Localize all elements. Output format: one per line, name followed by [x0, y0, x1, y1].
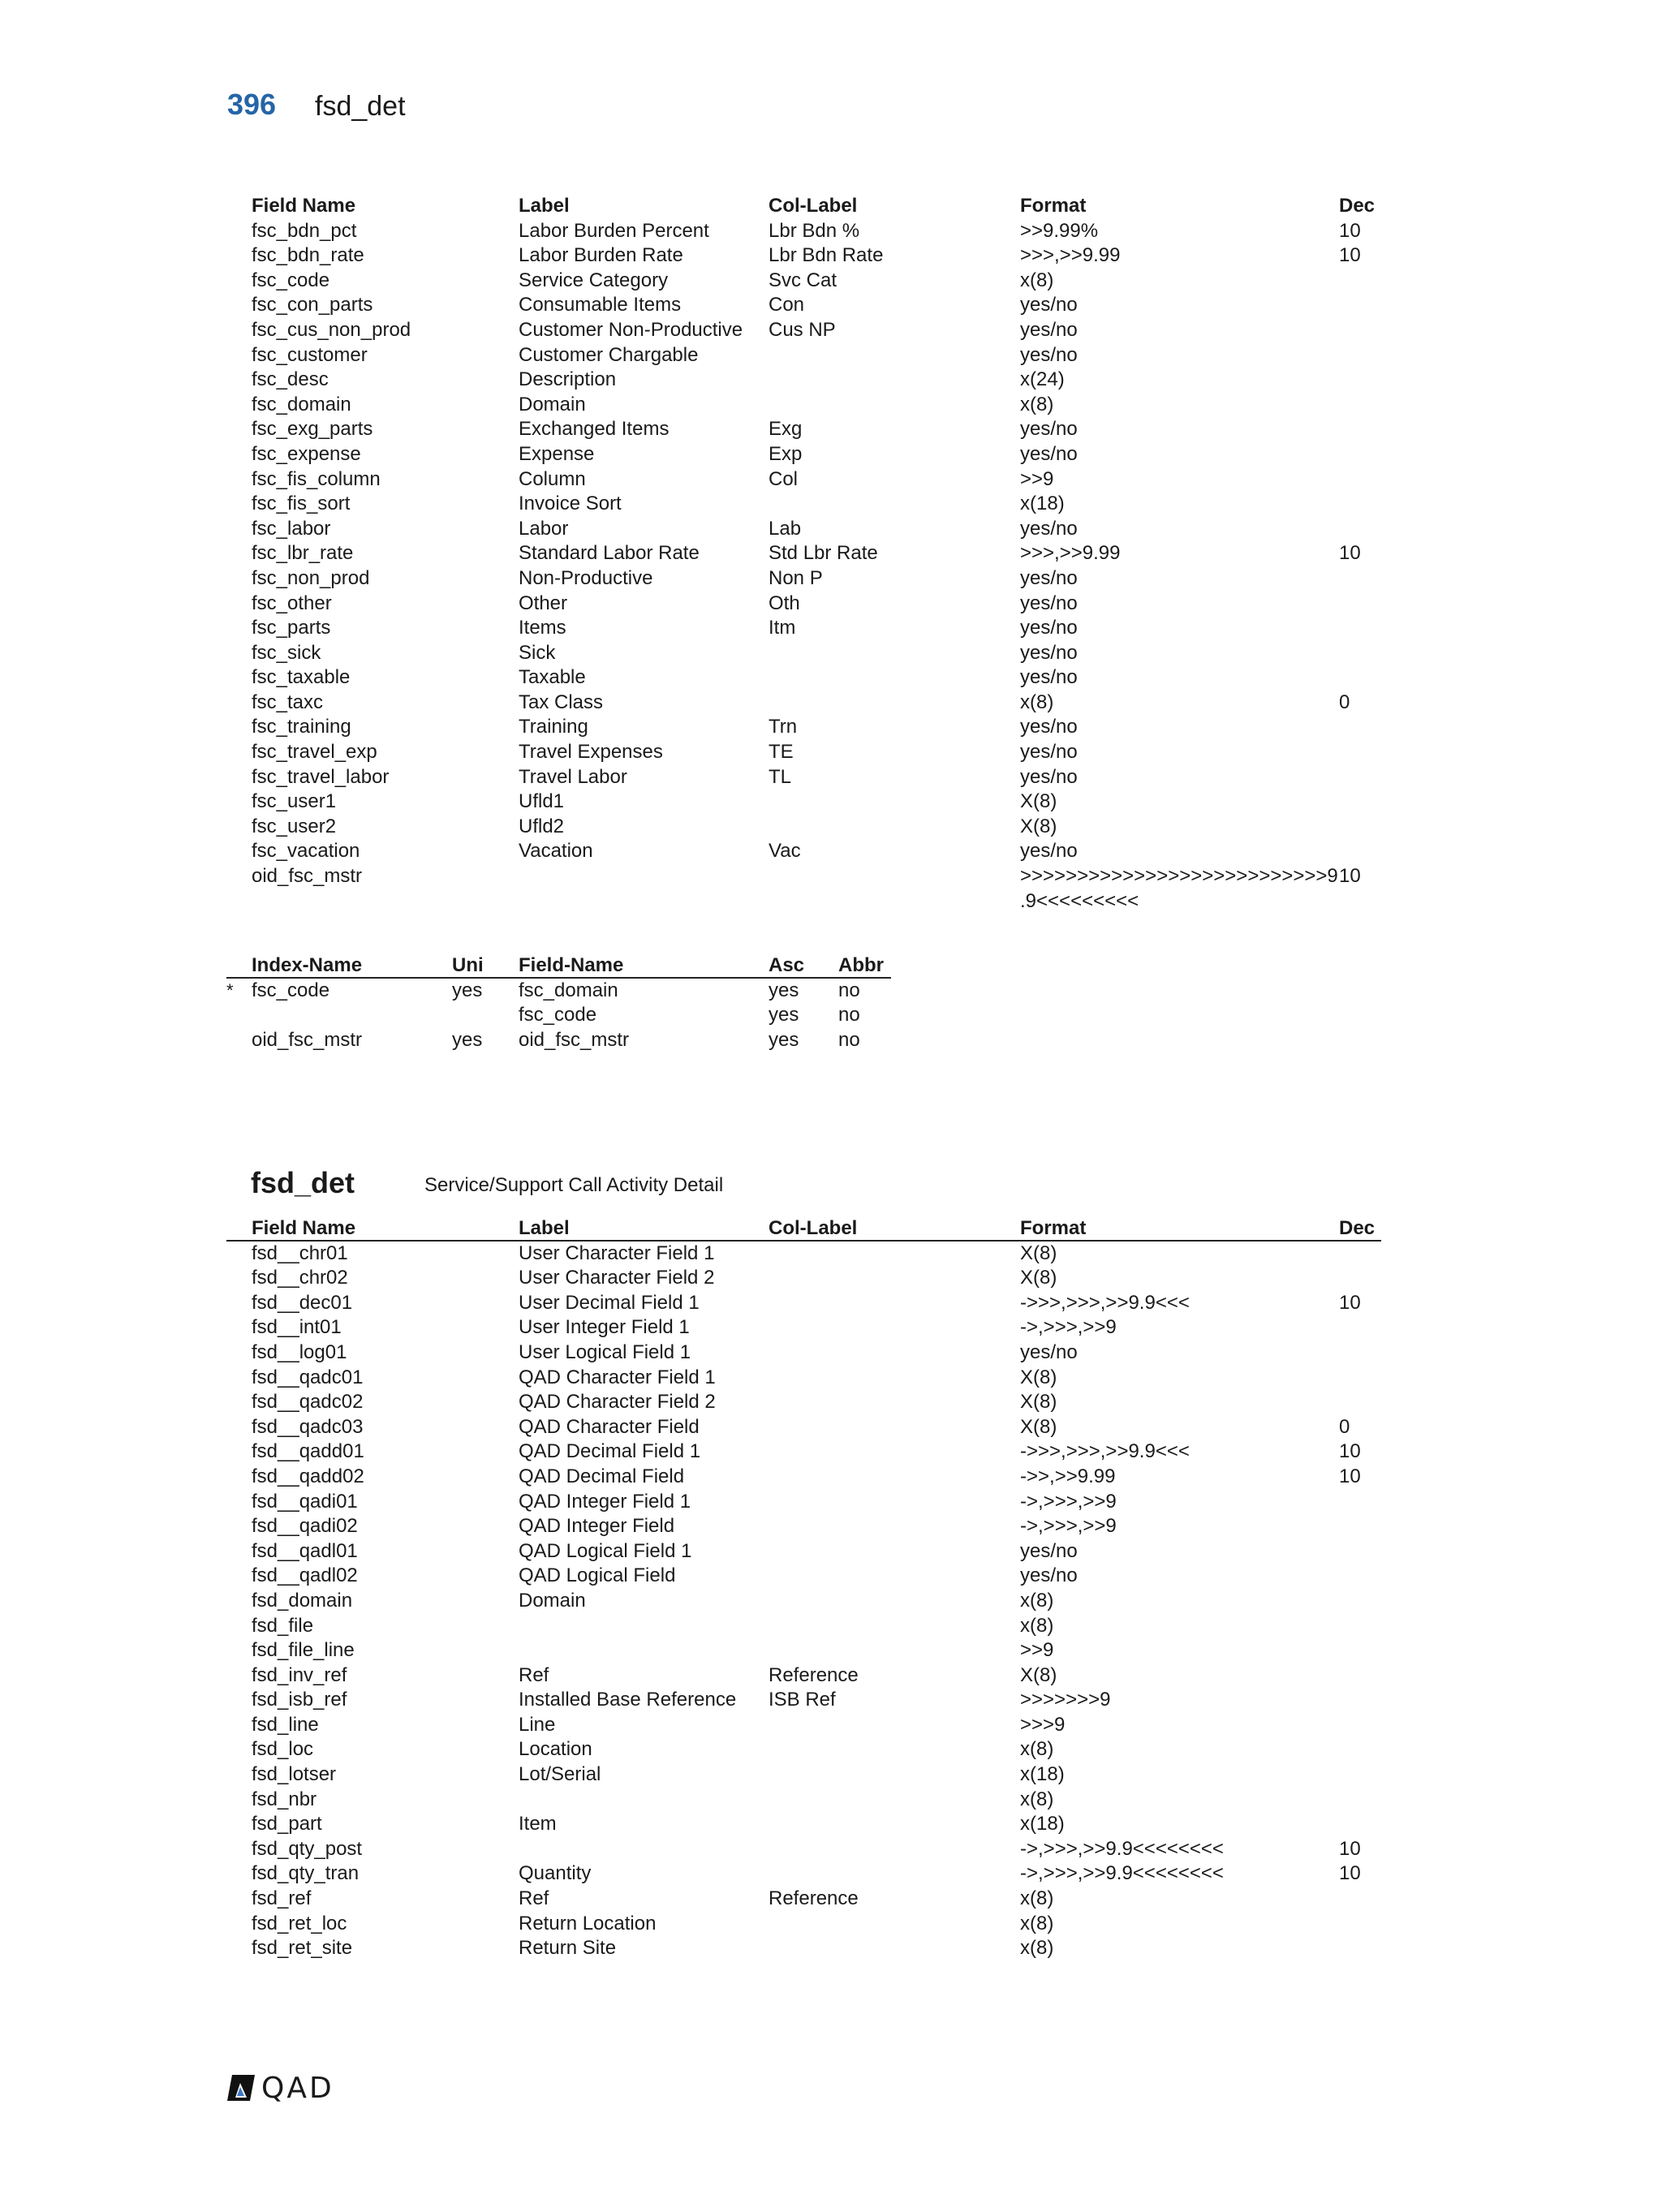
format-cell: >>>,>>9.99 [1020, 244, 1121, 267]
label-cell: Tax Class [519, 691, 604, 713]
table-row [0, 1936, 1662, 1961]
field-name-cell: fsd__qadl02 [252, 1564, 358, 1587]
section-description: Service/Support Call Activity Detail [424, 1174, 724, 1196]
format-cell: x(18) [1020, 493, 1065, 515]
format-cell: x(8) [1020, 1788, 1054, 1810]
label-cell: User Character Field 1 [519, 1242, 715, 1264]
format-cell: yes/no [1020, 765, 1078, 788]
qad-logo-text: QAD [261, 2071, 334, 2105]
label-cell: QAD Integer Field [519, 1515, 675, 1538]
dec-cell: 10 [1339, 1837, 1361, 1860]
column-header-label: Label [519, 195, 570, 217]
field-name-cell: fsd_inv_ref [252, 1663, 347, 1686]
qad-logo-icon [226, 2073, 256, 2102]
primary-index-marker: * [226, 979, 234, 1001]
col-label-cell: Lab [769, 517, 802, 540]
label-cell: Travel Labor [519, 765, 627, 788]
asc-cell: yes [769, 1028, 799, 1051]
format-cell: x(8) [1020, 1589, 1054, 1612]
table-row [0, 1638, 1662, 1663]
table-row [0, 864, 1662, 889]
label-cell: Installed Base Reference [519, 1689, 737, 1711]
format-cell: x(8) [1020, 1614, 1054, 1637]
field-name-cell: fsd_file_line [252, 1639, 355, 1662]
field-name-cell: fsd_part [252, 1813, 322, 1835]
column-header-field-name: Field Name [252, 1217, 356, 1239]
label-cell: User Integer Field 1 [519, 1316, 690, 1339]
index-name-cell: fsc_code [252, 979, 330, 1001]
index-row [0, 1028, 1662, 1053]
format-cell: ->,>>>,>>9 [1020, 1316, 1117, 1339]
format-cell: x(24) [1020, 368, 1065, 391]
index-header-row [0, 953, 1662, 979]
col-label-cell: Cus NP [769, 318, 836, 341]
col-label-cell: Oth [769, 592, 800, 614]
table-row [0, 1242, 1662, 1267]
col-label-cell: Trn [769, 716, 798, 738]
col-label-cell: Con [769, 294, 805, 316]
field-name-cell: fsd__qadi01 [252, 1490, 358, 1513]
format-cell: yes/no [1020, 442, 1078, 465]
field-name-cell: fsc_training [252, 716, 351, 738]
label-cell: Non-Productive [519, 566, 653, 589]
label-cell: QAD Character Field 2 [519, 1391, 716, 1414]
index-row [0, 1003, 1662, 1028]
column-header-format: Format [1020, 1217, 1087, 1239]
format-cell: ->>>,>>>,>>9.9<<< [1020, 1440, 1190, 1463]
field-name-cell: fsd__qadc01 [252, 1366, 364, 1388]
table-row [0, 318, 1662, 343]
label-cell: Exchanged Items [519, 418, 670, 441]
table-row [0, 1713, 1662, 1738]
uni-cell: yes [452, 979, 483, 1001]
table-row [0, 1688, 1662, 1713]
label-cell: Labor Burden Rate [519, 244, 683, 267]
table-header-row [0, 194, 1662, 219]
table-row [0, 269, 1662, 294]
col-label-cell: Std Lbr Rate [769, 542, 878, 565]
table-row [0, 1788, 1662, 1813]
table-row [0, 442, 1662, 467]
field-name-cell: fsd__dec01 [252, 1291, 353, 1314]
table-row [0, 1762, 1662, 1788]
format-cell: yes/no [1020, 343, 1078, 366]
format-cell: >>9.99% [1020, 219, 1099, 242]
table-row [0, 839, 1662, 864]
field-name-cell: fsc_desc [252, 368, 329, 391]
format-cell: ->>>,>>>,>>9.9<<< [1020, 1291, 1190, 1314]
label-cell: User Decimal Field 1 [519, 1291, 700, 1314]
field-name-cell: oid_fsc_mstr [519, 1028, 630, 1051]
format-cell: yes/no [1020, 566, 1078, 589]
column-header-asc: Asc [769, 954, 805, 976]
label-cell: User Logical Field 1 [519, 1341, 691, 1363]
qad-logo [226, 2071, 334, 2105]
table-row [0, 641, 1662, 666]
field-name-cell: fsd__qadd02 [252, 1465, 364, 1487]
format-cell: yes/no [1020, 592, 1078, 614]
table-row [0, 517, 1662, 542]
field-name-cell: fsc_con_parts [252, 294, 373, 316]
table-row [0, 616, 1662, 641]
format-cell: yes/no [1020, 666, 1078, 689]
column-header-col-label: Col-Label [769, 195, 858, 217]
format-cell: yes/no [1020, 641, 1078, 664]
table-row [0, 1415, 1662, 1440]
column-header-dec: Dec [1339, 195, 1376, 217]
table-row [0, 1291, 1662, 1316]
label-cell: Return Location [519, 1912, 657, 1934]
format-cell: X(8) [1020, 1242, 1057, 1264]
col-label-cell: Reference [769, 1887, 859, 1910]
format-cell: x(8) [1020, 1937, 1054, 1960]
label-cell: Return Site [519, 1937, 617, 1960]
asc-cell: yes [769, 1004, 799, 1026]
asc-cell: yes [769, 979, 799, 1001]
label-cell: Vacation [519, 840, 593, 863]
format-cell: ->,>>>,>>9 [1020, 1490, 1117, 1513]
field-name-cell: fsc_taxable [252, 666, 351, 689]
format-cell: x(8) [1020, 691, 1054, 713]
format-cell: yes/no [1020, 517, 1078, 540]
field-name-cell: fsd_ret_loc [252, 1912, 347, 1934]
field-name-cell: fsc_non_prod [252, 566, 370, 589]
field-name-cell: fsc_vacation [252, 840, 360, 863]
col-label-cell: Non P [769, 566, 823, 589]
dec-cell: 0 [1339, 691, 1350, 713]
label-cell: Taxable [519, 666, 586, 689]
table-row [0, 1614, 1662, 1639]
field-name-cell: fsc_sick [252, 641, 321, 664]
format-cell: >>>,>>9.99 [1020, 542, 1121, 565]
format-cell: ->,>>>,>>9 [1020, 1515, 1117, 1538]
label-cell: Quantity [519, 1862, 592, 1885]
table-header-row [0, 1216, 1662, 1242]
label-cell: Ref [519, 1887, 549, 1910]
field-name-cell: fsc_domain [252, 393, 351, 415]
field-name-cell: fsd__log01 [252, 1341, 347, 1363]
table-row [0, 715, 1662, 740]
table-row [0, 1440, 1662, 1465]
abbr-cell: no [838, 1004, 860, 1026]
table-row [0, 467, 1662, 493]
field-name-cell: fsc_code [252, 269, 330, 291]
label-cell: QAD Integer Field 1 [519, 1490, 691, 1513]
dec-cell: 10 [1339, 1440, 1361, 1463]
col-label-cell: TE [769, 741, 794, 764]
format-cell: x(18) [1020, 1763, 1065, 1786]
col-label-cell: Exp [769, 442, 803, 465]
label-cell: Invoice Sort [519, 493, 622, 515]
format-cell: yes/no [1020, 716, 1078, 738]
table-row [0, 393, 1662, 418]
label-cell: QAD Decimal Field [519, 1465, 685, 1487]
field-name-cell: fsc_domain [519, 979, 618, 1001]
label-cell: Sick [519, 641, 556, 664]
field-name-cell: fsd_qty_post [252, 1837, 363, 1860]
table-row [0, 1315, 1662, 1341]
format-cell: x(8) [1020, 1912, 1054, 1934]
format-cell: yes/no [1020, 1564, 1078, 1587]
table-row [0, 691, 1662, 716]
format-cell: x(8) [1020, 393, 1054, 415]
table-row [0, 1912, 1662, 1937]
section-title: fsd_det [251, 1166, 355, 1199]
table-row [0, 1737, 1662, 1762]
label-cell: Consumable Items [519, 294, 682, 316]
abbr-cell: no [838, 1028, 860, 1051]
table-row [0, 566, 1662, 592]
field-name-cell: oid_fsc_mstr [252, 865, 363, 888]
format-cell: x(8) [1020, 1738, 1054, 1761]
table-row [0, 1861, 1662, 1887]
label-cell: QAD Character Field [519, 1415, 700, 1438]
table-row [0, 243, 1662, 269]
label-cell: QAD Decimal Field 1 [519, 1440, 701, 1463]
field-name-cell: fsc_travel_labor [252, 765, 390, 788]
field-name-cell: fsc_exg_parts [252, 418, 373, 441]
fsc-field-table [0, 194, 1662, 914]
field-name-cell: fsd__int01 [252, 1316, 342, 1339]
fsd-field-table [0, 1216, 1662, 1961]
table-row [0, 1663, 1662, 1689]
table-row [0, 541, 1662, 566]
format-cell: yes/no [1020, 1341, 1078, 1363]
format-cell: ->>,>>9.99 [1020, 1465, 1116, 1487]
dec-cell: 10 [1339, 1465, 1361, 1487]
table-row [0, 1887, 1662, 1912]
table-row [0, 815, 1662, 840]
format-cell: ->,>>>,>>9.9<<<<<<<< [1020, 1862, 1224, 1885]
col-label-cell: Lbr Bdn Rate [769, 244, 884, 267]
format-cell: X(8) [1020, 1663, 1057, 1686]
format-cell: X(8) [1020, 1366, 1057, 1388]
field-name-cell: fsd_ret_site [252, 1937, 353, 1960]
label-cell: QAD Logical Field [519, 1564, 676, 1587]
table-row [0, 790, 1662, 815]
format-cell: yes/no [1020, 1539, 1078, 1562]
index-name-cell: oid_fsc_mstr [252, 1028, 363, 1051]
column-header-field-name: Field-Name [519, 954, 624, 976]
abbr-cell: no [838, 979, 860, 1001]
label-cell: Location [519, 1738, 592, 1761]
dec-cell: 0 [1339, 1415, 1350, 1438]
format-cell: yes/no [1020, 318, 1078, 341]
field-name-cell: fsd__qadd01 [252, 1440, 364, 1463]
format-cell: yes/no [1020, 741, 1078, 764]
format-wrap-cell: .9<<<<<<<<< [1020, 889, 1139, 912]
col-label-cell: Reference [769, 1663, 859, 1686]
field-name-cell: fsc_fis_sort [252, 493, 351, 515]
table-row [0, 1266, 1662, 1291]
label-cell: Service Category [519, 269, 669, 291]
format-cell: X(8) [1020, 1391, 1057, 1414]
label-cell: Domain [519, 393, 586, 415]
table-row [0, 1514, 1662, 1539]
format-cell: X(8) [1020, 815, 1057, 837]
field-name-cell: fsc_lbr_rate [252, 542, 354, 565]
format-cell: X(8) [1020, 1267, 1057, 1289]
format-cell: >>9 [1020, 1639, 1054, 1662]
label-cell: Labor Burden Percent [519, 219, 709, 242]
page-header-title: fsd_det [315, 91, 406, 122]
col-label-cell: Col [769, 467, 799, 490]
table-row [0, 492, 1662, 517]
col-label-cell: TL [769, 765, 792, 788]
field-name-cell: fsc_taxc [252, 691, 324, 713]
format-cell: >>9 [1020, 467, 1054, 490]
field-name-cell: fsd__chr01 [252, 1242, 348, 1264]
format-cell: >>>>>>>9 [1020, 1689, 1111, 1711]
col-label-cell: Itm [769, 617, 796, 639]
col-label-cell: Lbr Bdn % [769, 219, 860, 242]
field-name-cell: fsc_bdn_rate [252, 244, 364, 267]
field-name-cell: fsd__qadi02 [252, 1515, 358, 1538]
field-name-cell: fsd__qadc02 [252, 1391, 364, 1414]
format-cell: yes/no [1020, 840, 1078, 863]
table-row [0, 1390, 1662, 1415]
label-cell: Customer Non-Productive [519, 318, 743, 341]
label-cell: Lot/Serial [519, 1763, 601, 1786]
page-number: 396 [227, 88, 277, 121]
col-label-cell: Vac [769, 840, 801, 863]
label-cell: Items [519, 617, 566, 639]
field-name-cell: fsd_loc [252, 1738, 314, 1761]
label-cell: Standard Labor Rate [519, 542, 700, 565]
col-label-cell: ISB Ref [769, 1689, 836, 1711]
col-label-cell: Exg [769, 418, 803, 441]
field-name-cell: fsd_line [252, 1713, 319, 1736]
label-cell: Other [519, 592, 568, 614]
field-name-cell: fsc_other [252, 592, 332, 614]
table-row [0, 293, 1662, 318]
label-cell: Expense [519, 442, 595, 465]
table-row [0, 1837, 1662, 1862]
field-name-cell: fsc_code [519, 1004, 597, 1026]
format-cell: yes/no [1020, 294, 1078, 316]
format-cell: ->,>>>,>>9.9<<<<<<<< [1020, 1837, 1224, 1860]
field-name-cell: fsc_fis_column [252, 467, 381, 490]
format-cell: >>>>>>>>>>>>>>>>>>>>>>>>>>>9 [1020, 865, 1338, 888]
field-name-cell: fsc_bdn_pct [252, 219, 357, 242]
table-row [0, 219, 1662, 244]
label-cell: Travel Expenses [519, 741, 663, 764]
table-row [0, 368, 1662, 393]
field-name-cell: fsc_customer [252, 343, 368, 366]
column-header-field-name: Field Name [252, 195, 356, 217]
table-row [0, 665, 1662, 691]
column-header-dec: Dec [1339, 1217, 1376, 1239]
field-name-cell: fsd_isb_ref [252, 1689, 347, 1711]
field-name-cell: fsc_cus_non_prod [252, 318, 411, 341]
dec-cell: 10 [1339, 1291, 1361, 1314]
field-name-cell: fsc_expense [252, 442, 361, 465]
field-name-cell: fsd_domain [252, 1589, 353, 1612]
format-cell: yes/no [1020, 418, 1078, 441]
table-row [0, 1589, 1662, 1614]
field-name-cell: fsd_ref [252, 1887, 312, 1910]
table-row [0, 1465, 1662, 1490]
table-row [0, 1366, 1662, 1391]
index-row [0, 979, 1662, 1004]
label-cell: Labor [519, 517, 569, 540]
field-name-cell: fsc_labor [252, 517, 331, 540]
label-cell: Ufld1 [519, 790, 565, 813]
format-cell: X(8) [1020, 1415, 1057, 1438]
label-cell: Column [519, 467, 586, 490]
label-cell: Line [519, 1713, 556, 1736]
table-row [0, 417, 1662, 442]
dec-cell: 10 [1339, 865, 1361, 888]
field-name-cell: fsd__chr02 [252, 1267, 348, 1289]
field-name-cell: fsd_lotser [252, 1763, 337, 1786]
column-header-abbr: Abbr [838, 954, 884, 976]
label-cell: Ufld2 [519, 815, 565, 837]
column-header-uni: Uni [452, 954, 484, 976]
dec-cell: 10 [1339, 1862, 1361, 1885]
format-cell: >>>9 [1020, 1713, 1066, 1736]
table-row [0, 740, 1662, 765]
field-name-cell: fsd_qty_tran [252, 1862, 360, 1885]
dec-cell: 10 [1339, 219, 1361, 242]
label-cell: Training [519, 716, 588, 738]
column-header-index-name: Index-Name [252, 954, 363, 976]
table-row [0, 343, 1662, 368]
format-cell: x(18) [1020, 1813, 1065, 1835]
format-cell: x(8) [1020, 1887, 1054, 1910]
field-name-cell: fsd__qadc03 [252, 1415, 364, 1438]
dec-cell: 10 [1339, 244, 1361, 267]
table-row [0, 1341, 1662, 1366]
table-row [0, 765, 1662, 790]
table-row [0, 592, 1662, 617]
column-header-col-label: Col-Label [769, 1217, 858, 1239]
label-cell: Customer Chargable [519, 343, 699, 366]
uni-cell: yes [452, 1028, 483, 1051]
column-header-format: Format [1020, 195, 1087, 217]
dec-cell: 10 [1339, 542, 1361, 565]
table-row [0, 1564, 1662, 1589]
table-row [0, 1812, 1662, 1837]
field-name-cell: fsc_user2 [252, 815, 337, 837]
field-name-cell: fsd_file [252, 1614, 314, 1637]
field-name-cell: fsc_parts [252, 617, 331, 639]
label-cell: User Character Field 2 [519, 1267, 715, 1289]
column-header-label: Label [519, 1217, 570, 1239]
field-name-cell: fsd__qadl01 [252, 1539, 358, 1562]
table-row [0, 1490, 1662, 1515]
col-label-cell: Svc Cat [769, 269, 837, 291]
table-row [0, 1539, 1662, 1564]
label-cell: Domain [519, 1589, 586, 1612]
field-name-cell: fsc_user1 [252, 790, 337, 813]
fsc-index-table [0, 953, 1662, 1052]
label-cell: QAD Character Field 1 [519, 1366, 716, 1388]
format-cell: x(8) [1020, 269, 1054, 291]
label-cell: Ref [519, 1663, 549, 1686]
format-cell: X(8) [1020, 790, 1057, 813]
field-name-cell: fsd_nbr [252, 1788, 317, 1810]
field-name-cell: fsc_travel_exp [252, 741, 377, 764]
format-cell: yes/no [1020, 617, 1078, 639]
format-wrap-row [0, 889, 1662, 914]
label-cell: QAD Logical Field 1 [519, 1539, 692, 1562]
label-cell: Description [519, 368, 617, 391]
label-cell: Item [519, 1813, 557, 1835]
